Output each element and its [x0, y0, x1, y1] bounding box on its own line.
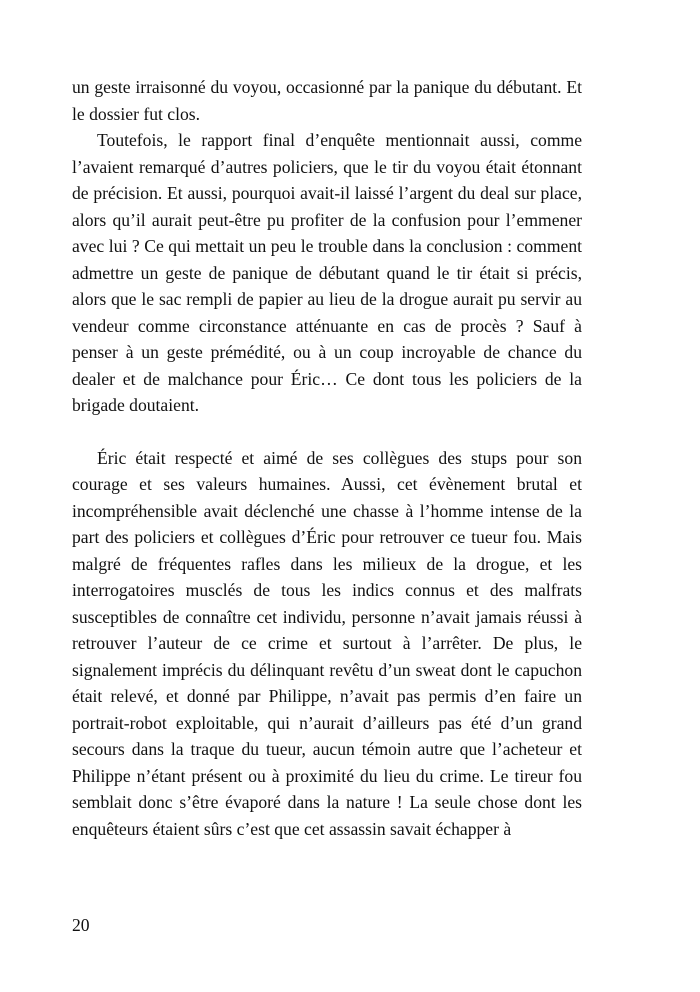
page-body	[72, 74, 582, 842]
paragraph-eric: Éric était respecté et aimé de ses collègues des stups pour son courage et ses valeurs humaines. Aussi, cet évènement brutal et incompréhensible avait déclenché une chasse à l’homme intense de la part des policiers et collègues d’Éric pour retrouver ce tueur fou. Mais malgré de fréquentes rafles dans les milieux de la drogue, et les interrogatoires musclés de tous les indics connus et des malfrats susceptibles de connaître cet individu, personne n’avait jamais réussi à retrouver l’auteur de ce crime et surtout à l’arrêter. De plus, le signalement imprécis du délinquant revêtu d’un sweat dont le capuchon était relevé, et donné par Philippe, n’avait pas permis d’en faire un portrait-robot exploitable, qui n’aurait d’ailleurs pas été d’un grand secours dans la traque du tueur, aucun témoin autre que l’acheteur et Philippe n’étant présent ou à proximité du lieu du crime. Le tireur fou semblait donc s’être évaporé dans la nature ! La seule chose dont les enquêteurs étaient sûrs c’est que cet assassin savait échapper à	[72, 447, 582, 839]
page-number: 20	[72, 915, 90, 935]
paragraph-report: Toutefois, le rapport final d’enquête mentionnait aussi, comme l’avaient remarqué d’autres policiers, que le tir du voyou était étonnant de précision. Et aussi, pourquoi avait-il laissé l’argent du deal sur place, alors qu’il aurait peut-être pu profiter de la confusion pour l’emmener avec lui ? Ce qui mettait un peu le trouble dans la conclusion : comment admettre un geste de panique de débutant quand le tir était si précis, alors que le sac rempli de papier au lieu de la drogue aurait pu servir au vendeur comme circonstance atténuante en cas de procès ? Sauf à penser à un geste prémédité, ou à un coup incroyable de chance du dealer et de malchance pour Éric… Ce dont tous les policiers de la brigade doutaient.	[72, 130, 582, 415]
paragraph-continuation: un geste irraisonné du voyou, occasionné par la panique du débutant. Et le dossier fut clos.	[72, 77, 582, 124]
